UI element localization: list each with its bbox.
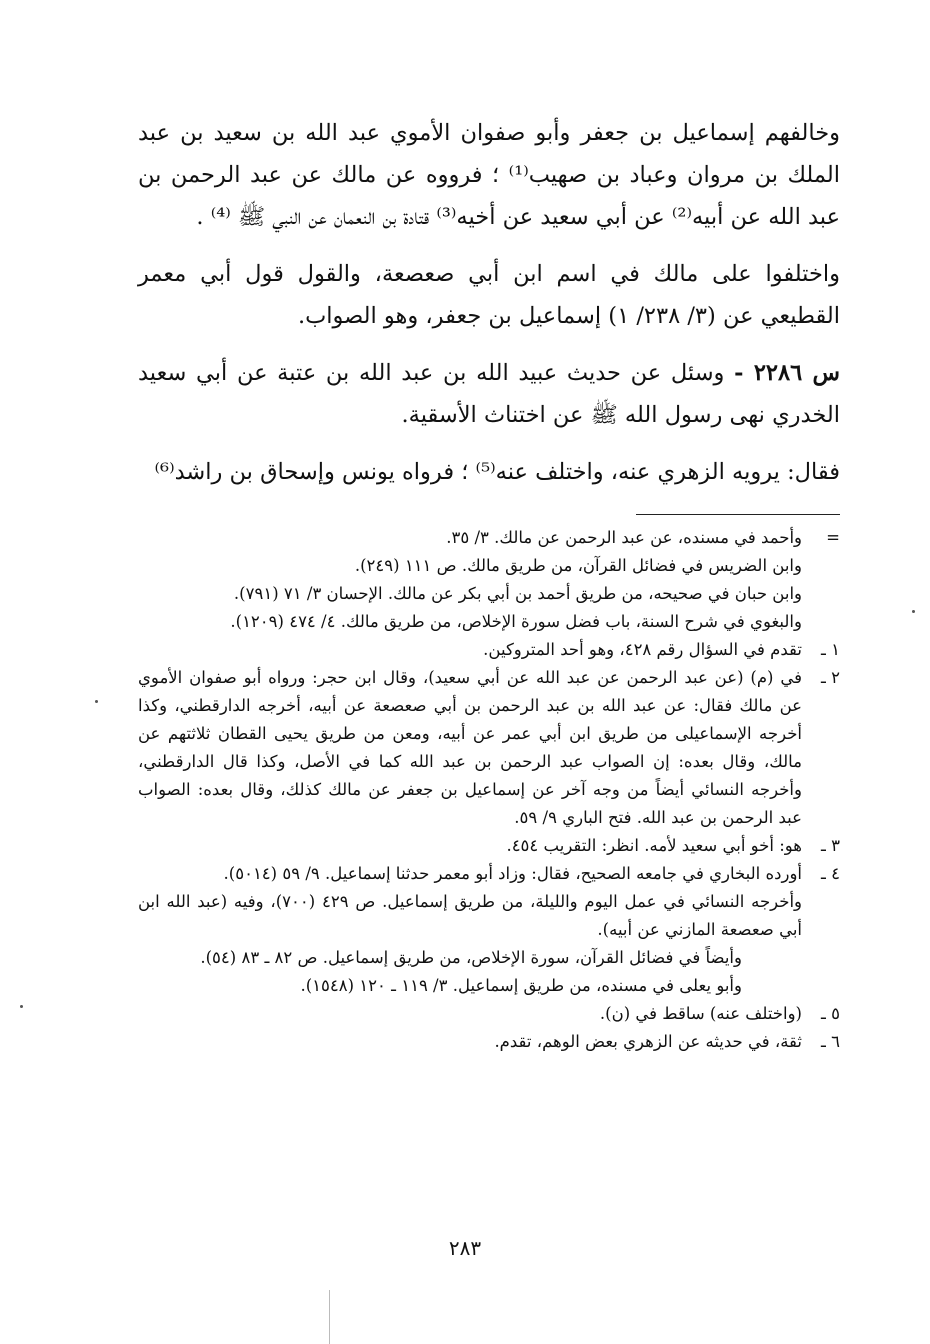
- footnote-line: وابن حبان في صحيحه، من طريق أحمد بن أبي بكر عن مالك. الإحسان ٣/ ٧١ (٧٩١).: [233, 584, 802, 603]
- page-number: ٢٨٣: [448, 1236, 482, 1260]
- footnote-text: في (م) (عن عبد الرحمن عن عبد الله عن أبي سعيد)، وقال ابن حجر: ورواه أبو صفوان الأموي عن مالك فقال: عن عبد الله بن عبد الرحمن بن أبي صعصعة عن أبيه، أخرجه الدارقطني، وكذا أخرجه الإسماعيلى من طريق ابن أبي عمر عن أبيه، ومعن من طريق يحيى القطان ثلاثتهم عن مالك، وقال بعده: إن الصواب عبد الرحمن بن عبد الله كما في الأصل، وكذا قال الدارقطني، وأخرجه النسائي أيضاً من وجه آخر عن إسماعيل بن جعفر عن مالك كذلك، وقال بعده: الصواب عبد الرحمن بن عبد الله. فتح الباري ٩/ ٥٩.: [138, 668, 802, 827]
- footnote-number: ٤ ـ: [821, 864, 840, 883]
- footnote-2: [138, 664, 840, 832]
- footnote-text: ثقة، في حديثه عن الزهري بعض الوهم، تقدم.: [494, 1032, 802, 1051]
- footnote-number: ١ ـ: [821, 640, 840, 659]
- footnote-text: هو: أخو أبي سعيد لأمه. انظر: التقريب ٤٥٤.: [506, 836, 802, 855]
- question-number: س ٢٢٨٦ -: [734, 360, 840, 386]
- footnote-number: ٣ ـ: [821, 836, 840, 855]
- paragraph-2: واختلفوا على مالك في اسم ابن أبي صعصعة، والقول قول أبي معمر القطيعي عن (٣/ ٢٣٨/ ١) إسماعيل بن جعفر، وهو الصواب.: [138, 261, 840, 329]
- paragraph-1: وخالفهم إسماعيل بن جعفر وأبو صفوان الأموي عبد الله بن سعيد بن عبد الملك بن مروان وعباد بن صهيب⁽¹⁾ ؛ فرووه عن مالك عن عبد الرحمن بن عبد الله عن أبيه⁽²⁾ عن أبي سعيد عن أخيه⁽³⁾ قتادة بن النعمان عن النبي ﷺ ⁽⁴⁾ .: [138, 120, 840, 230]
- scan-speck: [912, 610, 915, 613]
- footnote-line: وأخرجه النسائي في عمل اليوم والليلة، من طريق إسماعيل. ص ٤٢٩ (٧٠٠)، وفيه (عبد الله ابن أبي صعصعة المازني عن أبيه).: [138, 892, 803, 939]
- footnote-5: [138, 1000, 840, 1028]
- footnote-1: [138, 636, 840, 664]
- footnote-number: ٦ ـ: [821, 1032, 840, 1051]
- footnote-line: وأحمد في مسنده، عن عبد الرحمن عن مالك. ٣/ ٣٥.: [446, 528, 802, 547]
- scan-speck: [20, 1005, 23, 1008]
- question-paragraph: [138, 352, 840, 436]
- footnote-3: [138, 832, 840, 860]
- main-text: [138, 112, 840, 493]
- footnotes: [138, 524, 840, 1056]
- footnote-line: وابن الضريس في فضائل القرآن، من طريق مالك. ص ١١١ (٢٤٩).: [354, 556, 802, 575]
- paragraph-4: فقال: يرويه الزهري عنه، واختلف عنه⁽⁵⁾ ؛ فرواه يونس وإسحاق بن راشد⁽⁶⁾: [154, 459, 840, 485]
- footnote-6: [138, 1028, 840, 1056]
- footnote-line: والبغوي في شرح السنة، باب فضل سورة الإخلاص، من طريق مالك. ٤/ ٤٧٤ (١٢٠٩).: [230, 612, 802, 631]
- scan-speck: [95, 700, 98, 703]
- footnote-line: وأبو يعلى في مسنده، من طريق إسماعيل. ٣/ ١١٩ ـ ١٢٠ (١٥٤٨).: [300, 976, 742, 995]
- continuation-mark: =: [826, 528, 840, 547]
- question-text: وسئل عن حديث عبيد الله بن عبد الله بن عتبة عن أبي سعيد الخدري نهى رسول الله ﷺ عن اختناث الأسقية.: [138, 360, 840, 428]
- footnote-continuation: [138, 524, 840, 636]
- footnote-line: أورده البخاري في جامعه الصحيح، فقال: وزاد أبو معمر حدثنا إسماعيل. ٩/ ٥٩ (٥٠١٤).: [223, 864, 802, 883]
- footnote-number: ٥ ـ: [821, 1004, 840, 1023]
- footnote-text: تقدم في السؤال رقم ٤٢٨، وهو أحد المتروكين.: [483, 640, 802, 659]
- footnote-line: وأيضاً في فضائل القرآن، سورة الإخلاص، من طريق إسماعيل. ص ٨٢ ـ ٨٣ (٥٤).: [200, 948, 742, 967]
- footnote-number: ٢ ـ: [821, 668, 840, 687]
- footnote-4: [138, 860, 840, 1000]
- footnote-divider: [636, 514, 840, 515]
- scan-artifact-line: [329, 1290, 330, 1344]
- footnote-text: (واختلف عنه) ساقط في (ن).: [599, 1004, 802, 1023]
